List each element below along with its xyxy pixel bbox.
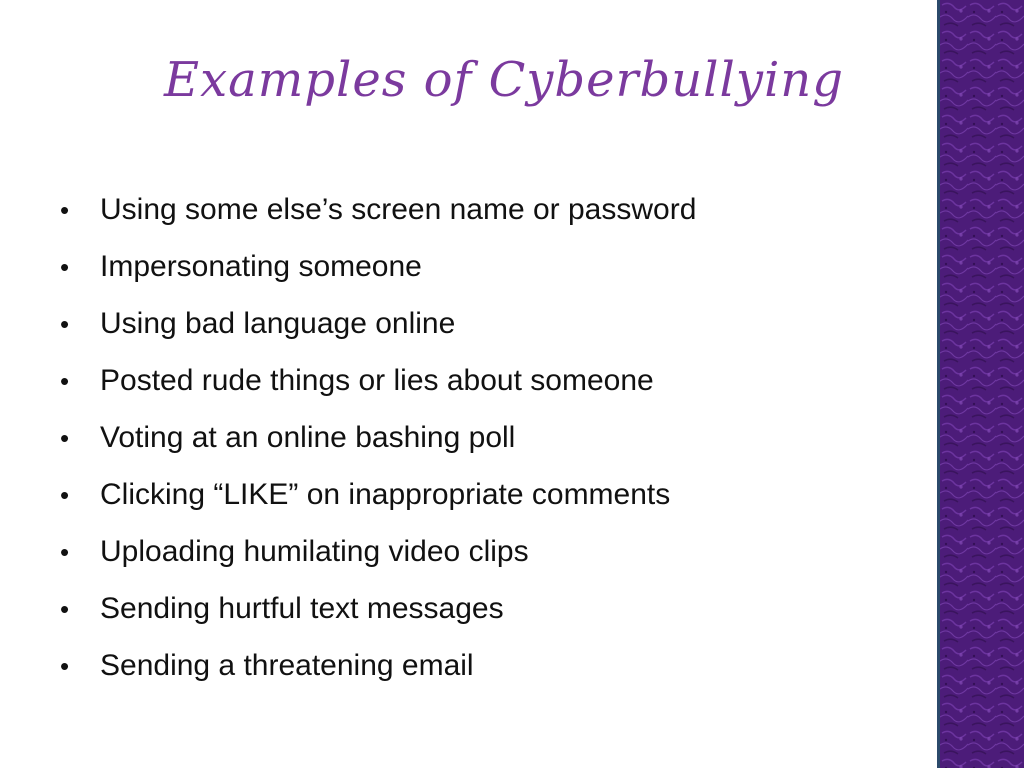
list-item <box>58 298 696 355</box>
list-item <box>58 640 696 697</box>
list-item <box>58 526 696 583</box>
bullet-icon: • <box>60 480 70 510</box>
bullet-icon: • <box>60 651 70 681</box>
bullet-icon: • <box>60 309 70 339</box>
slide-title <box>0 52 1024 108</box>
bullet-icon: • <box>60 195 70 225</box>
slide-title-text: Examples of Cyberbullying <box>164 52 844 108</box>
bullet-icon: • <box>60 537 70 567</box>
bullet-icon: • <box>60 252 70 282</box>
bullet-text: Sending hurtful text messages <box>100 592 504 625</box>
decorative-side-band <box>937 0 1024 768</box>
texture-pattern <box>940 0 1024 768</box>
list-item <box>58 241 696 298</box>
bullet-text: Using bad language online <box>100 307 456 340</box>
bullet-text: Using some else’s screen name or password <box>100 193 697 226</box>
bullet-text: Clicking “LIKE” on inappropriate comments <box>100 478 671 511</box>
bullet-list <box>58 184 696 697</box>
bullet-icon: • <box>60 366 70 396</box>
bullet-text: Uploading humilating video clips <box>100 535 529 568</box>
list-item <box>58 469 696 526</box>
list-item <box>58 355 696 412</box>
bullet-icon: • <box>60 594 70 624</box>
bullet-text: Sending a threatening email <box>100 649 474 682</box>
bullet-text: Voting at an online bashing poll <box>100 421 516 454</box>
bullet-icon: • <box>60 423 70 453</box>
bullet-text: Impersonating someone <box>100 250 422 283</box>
list-item <box>58 412 696 469</box>
list-item <box>58 184 696 241</box>
bullet-text: Posted rude things or lies about someone <box>100 364 654 397</box>
list-item <box>58 583 696 640</box>
